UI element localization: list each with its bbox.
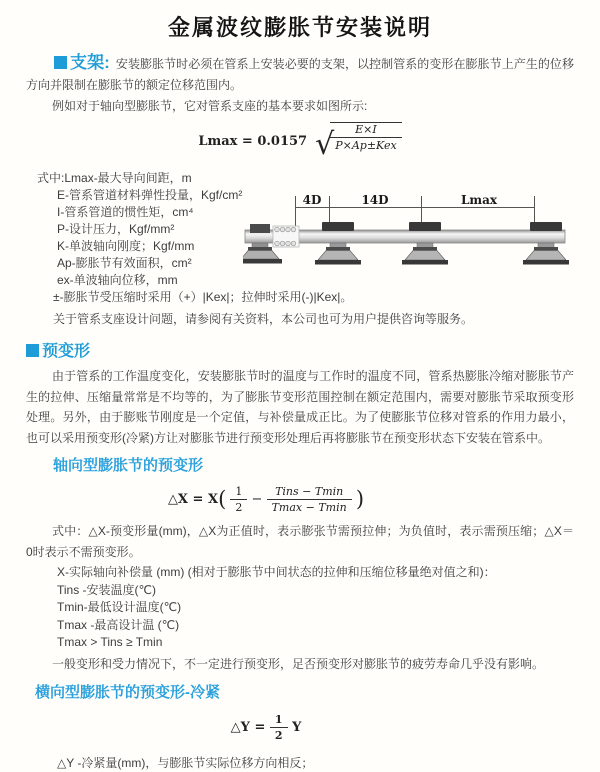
definition-line: ex-单波轴向位移，mm [57, 273, 178, 287]
radical-sign: √ [315, 127, 333, 162]
section-predeform [26, 341, 574, 772]
axial-subtitle: 轴向型膨胀节的预变形 [53, 457, 204, 474]
definition-lmax: Lmax-最大导向间距，m [64, 171, 192, 185]
section-marker-icon [26, 344, 39, 357]
predeform-paragraph: 由于管系的工作温度变化，安装膨胀节时的温度与工作时的温度不同，管系热膨胀冷缩对膨胀节产生的拉伸、压缩量常常是不均等的，为了膨胀节变形范围控制在额定范围内，需要对膨胀节采取预变形处理。另外，由于膨账节刚度是一个定值，与补偿量成正比。为了使膨胀节位移对管系的作用力最小，也可以采用预变形(冷紧)方让对膨胀节进行预变形处理后再将膨胀节在预变形状态下安装在管系中。 [26, 369, 574, 445]
predeform-section-heading [26, 341, 574, 363]
pipe-support-diagram-svg [243, 192, 595, 280]
definition-line: Tins -安装温度(℃) [57, 582, 157, 597]
definition-line: E-管系管道材料弹性投量，Kgf/cm² [57, 188, 243, 202]
lateral-half-fraction [270, 713, 288, 742]
dim-label-lmax: Lmax [460, 193, 498, 207]
dim-label-4d: 4D [302, 193, 322, 207]
where-prefix: 式中: [37, 171, 65, 185]
predeform-heading-text: 预变形 [42, 343, 91, 360]
lmax-formula-denominator: P×Ap±Kex [335, 139, 397, 152]
lateral-half-denominator: 2 [274, 728, 283, 742]
minus-sign: − [251, 492, 263, 507]
section-support [26, 52, 574, 330]
definition-line [37, 170, 574, 187]
definition-line: P-设计压力，Kgf/mm² [57, 222, 175, 236]
bellows-expansion-joint [273, 226, 299, 247]
half-numerator: 1 [230, 485, 247, 500]
support-intro-text: 安装膨胀节时必须在管系上安装必要的支架，以控制管系的变形在膨胀节上产生的位移方向并限制在膨胀节的额定位移范围内。 [26, 57, 574, 92]
support-example-line: 例如对于轴向型膨胀节，它对管系支座的基本要求如图所示: [52, 99, 368, 113]
support-section-heading: 支架: [70, 53, 110, 72]
half-denominator: 2 [235, 501, 243, 514]
definition-line: Ap-膨胀节有效面积，cm² [57, 256, 192, 270]
lateral-note: △Y -冷紧量(mm)，与膨胀节实际位移方向相反； [57, 755, 314, 770]
lmax-formula-lhs: Lmax = 0.0157 [198, 134, 308, 149]
dim-label-14d: 14D [361, 193, 389, 207]
service-note: 关于管系支座设计问题，请参阅有关资料，本公司也可为用户提供咨询等服务。 [53, 312, 474, 326]
axial-formula-lhs: △X = X [167, 492, 219, 507]
half-fraction [230, 485, 247, 514]
lmax-formula-numerator: E×I [330, 123, 401, 138]
close-paren: ) [355, 487, 365, 511]
open-paren: ( [218, 487, 227, 511]
axial-note: 一般变形和受力情况下，不一定进行预变形，足否预变形对膨胀节的疲劳寿命几乎没有影响。 [52, 656, 545, 671]
axial-symbol-definitions [26, 564, 574, 652]
axial-formula [26, 485, 506, 514]
definition-line: Tmin-最低设计温度(℃) [57, 600, 182, 614]
lateral-formula-lhs: △Y = [230, 719, 266, 735]
lateral-formula-rhs: Y [292, 719, 302, 735]
definition-line: Tmax > Tins ≥ Tmin [57, 635, 163, 649]
definition-line: K-单波轴向刚度；Kgf/mm [57, 239, 195, 253]
lateral-half-numerator: 1 [270, 713, 288, 728]
lmax-formula [26, 122, 574, 162]
temperature-denominator: Tmax − Tmin [271, 501, 347, 514]
plus-minus-note: ±-膨胀节受压缩时采用（+）|Kex|；拉伸时采用(-)|Kex|。 [53, 290, 353, 304]
axial-where-paragraph: 式中：△X-预变形量(mm)，△X为正值时，表示膨张节需预拉伸；为负值时，表示需预压缩；△X＝0时表示不需预变形。 [26, 524, 574, 559]
definition-line: I-管系管道的惯性矩，cm⁴ [57, 205, 194, 219]
page-title: 金属波纹膨胀节安装说明 [167, 15, 432, 40]
definition-line: Tmax -最高设计温 (℃) [57, 617, 180, 632]
lmax-formula-fraction [330, 122, 401, 152]
temperature-numerator: Tins − Tmin [267, 485, 352, 500]
lateral-formula [26, 713, 506, 742]
definition-line: X-实际轴向补偿量 (mm) (相对于膨胀节中间状态的拉伸和压缩位移量绝对值之和)： [57, 565, 496, 579]
temperature-fraction [267, 485, 352, 514]
pipe-support-diagram [243, 192, 595, 280]
lateral-subtitle: 横向型膨胀节的预变形-冷紧 [35, 683, 220, 701]
support-intro-paragraph [26, 52, 574, 96]
section-marker-icon [54, 56, 67, 69]
